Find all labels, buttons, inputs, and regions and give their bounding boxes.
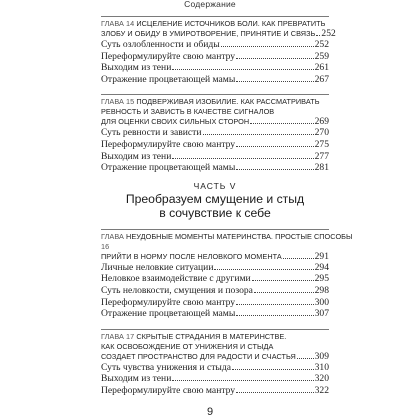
toc-entry-title: Суть чувства унижения и стыда [101, 361, 232, 373]
chapter-heading [101, 16, 336, 39]
toc-entry-title: Выходим из тени [101, 373, 172, 385]
toc-entry-page: 277 [314, 150, 329, 162]
chapter-title-text: ПРИЙТИ В НОРМУ ПОСЛЕ НЕЛОВКОГО МОМЕНТА [101, 251, 282, 261]
toc-entry [101, 127, 329, 139]
toc-entry [101, 362, 329, 374]
leader-dots [172, 158, 313, 159]
chapter-heading-line [101, 332, 329, 342]
chapter-label: ГЛАВА 15 [101, 97, 135, 107]
toc-entry-page: 310 [314, 361, 329, 373]
toc-entry-title: Переформулируйте свою мантру [101, 50, 236, 62]
leader-dots [283, 258, 314, 259]
chapters-after-part [101, 229, 353, 397]
page-number: 9 [206, 406, 214, 418]
chapter-title-text: НЕУДОБНЫЕ МОМЕНТЫ МАТЕРИНСТВА. ПРОСТЫЕ СПОСОБЫ [126, 231, 353, 241]
toc-entry-title: Отражение процветающей мамы [101, 162, 236, 174]
toc-entry-page: 322 [314, 384, 329, 396]
toc-entry-page: 261 [314, 62, 329, 74]
toc-entry-title: Отражение процветающей мамы [101, 73, 236, 85]
toc-entry-page: 307 [314, 308, 329, 320]
chapter-heading [101, 94, 329, 127]
toc-entry-title: Суть ревности и зависти [101, 127, 202, 139]
chapter-heading-line [101, 97, 329, 107]
leader-dots [316, 35, 320, 36]
leader-dots [214, 269, 313, 270]
toc-entry-title: Неловкое взаимодействие с другими [101, 273, 251, 285]
toc-content [101, 16, 353, 397]
toc-entry-page: 281 [314, 162, 329, 174]
toc-entry-title: Личные неловкие ситуации [101, 261, 214, 273]
leader-dots [250, 123, 313, 124]
toc-entry [101, 39, 329, 51]
leader-dots [172, 69, 313, 70]
toc-entry-title: Суть неловкости, смущения и позора [101, 284, 253, 296]
toc-entry-page: 294 [314, 261, 329, 273]
toc-entry-title: Отражение процветающей мамы [101, 308, 236, 320]
chapter-title-text: ЗЛОБУ И ОБИДУ В УМИРОТВОРЕНИЕ, ПРИНЯТИЕ И СВЯЗЬ [101, 29, 316, 38]
chapter-label: ГЛАВА 14 [101, 19, 135, 28]
leader-dots [203, 134, 314, 135]
toc-entry-title: Переформулируйте свою мантру [101, 296, 236, 308]
toc-entry [101, 297, 329, 309]
chapter-heading-line [101, 117, 329, 127]
toc-entry [101, 162, 329, 174]
chapter-page-number: 252 [321, 29, 336, 39]
toc-entry-title: Выходим из тени [101, 62, 172, 74]
leader-dots [236, 315, 313, 316]
toc-entry-page: 298 [314, 284, 329, 296]
toc-entry-title: Переформулируйте свою мантру [101, 138, 236, 150]
toc-entry [101, 74, 329, 86]
chapter-label: ГЛАВА 17 [101, 331, 135, 341]
toc-entry [101, 308, 329, 320]
leader-dots [236, 392, 314, 393]
toc-entry [101, 62, 329, 74]
chapter-heading-line [101, 19, 329, 29]
toc-chapter [101, 229, 353, 320]
leader-dots [236, 169, 313, 170]
chapter-page-number: 291 [314, 251, 329, 262]
leader-dots [236, 304, 314, 305]
toc-entry [101, 385, 329, 397]
chapter-title-text: КАК ОСВОБОЖДЕНИЕ ОТ УНИЖЕНИЯ И СТЫДА [101, 341, 274, 351]
leader-dots [254, 292, 314, 293]
chapter-page-number: 309 [314, 351, 329, 362]
toc-entry-page: 267 [314, 73, 329, 85]
toc-entry [101, 273, 329, 285]
chapter-heading-line [101, 231, 353, 252]
leader-dots [232, 369, 314, 370]
chapter-heading [101, 229, 353, 262]
toc-entry-page: 275 [314, 138, 329, 150]
chapter-title-text: СКРЫТЫЕ СТРАДАНИЯ В МАТЕРИНСТВЕ. [136, 331, 287, 341]
toc-entry [101, 262, 329, 274]
leader-dots [172, 380, 313, 381]
chapter-heading-line [101, 107, 329, 117]
leader-dots [297, 358, 314, 359]
chapters-before-part [101, 16, 336, 174]
chapter-label: ГЛАВА 16 [101, 231, 124, 251]
toc-entry [101, 151, 329, 163]
chapter-title-text: ПОДВЕРЖИВАЯ ИЗОБИЛИЕ. КАК РАССМАТРИВАТЬ [136, 97, 320, 107]
toc-entry-page: 270 [314, 127, 329, 139]
chapter-title-text: РЕВНОСТЬ И ЗАВИСТЬ В КАЧЕСТВЕ СИГНАЛОВ [101, 107, 275, 117]
leader-dots [236, 58, 314, 59]
toc-entry [101, 373, 329, 385]
toc-entry-title: Выходим из тени [101, 150, 172, 162]
leader-dots [236, 146, 314, 147]
part-title-line-1: Преобразуем смущение и стыд [125, 191, 305, 206]
leader-dots [236, 81, 313, 82]
chapter-page-number: 269 [314, 117, 329, 128]
chapter-title-text: ИСЦЕЛЕНИЕ ИСТОЧНИКОВ БОЛИ. КАК ПРЕВРАТИТЬ [136, 19, 326, 28]
part-title-line-2: в сочувствие к себе [159, 206, 271, 221]
toc-entry [101, 139, 329, 151]
part-heading [101, 180, 329, 221]
toc-chapter [101, 94, 329, 173]
toc-entry-page: 259 [314, 50, 329, 62]
leader-dots [252, 280, 314, 281]
toc-entry-page: 295 [314, 273, 329, 285]
toc-chapter [101, 329, 329, 397]
toc-entry [101, 285, 329, 297]
chapter-heading-line [101, 342, 329, 352]
toc-entry-title: Переформулируйте свою мантру [101, 384, 236, 396]
chapter-title-text: ДЛЯ ОЦЕНКИ СВОИХ СИЛЬНЫХ СТОРОН [101, 117, 250, 127]
toc-entry-title: Суть озлобленности и обиды [101, 39, 220, 50]
chapter-heading-line [101, 352, 329, 362]
toc-entry-page: 320 [314, 373, 329, 385]
part-label: ЧАСТЬ V [193, 180, 237, 191]
chapter-heading [101, 329, 329, 362]
toc-entry [101, 51, 329, 63]
toc-entry-page: 252 [314, 39, 329, 50]
chapter-heading-line [101, 29, 336, 39]
toc-entry-page: 300 [314, 296, 329, 308]
chapter-heading-line [101, 252, 329, 262]
toc-chapter [101, 16, 336, 85]
running-head: Содержание [184, 0, 236, 9]
chapter-title-text: СОЗДАЕТ ПРОСТРАНСТВО ДЛЯ РАДОСТИ И СЧАСТЬЯ [101, 351, 296, 361]
leader-dots [221, 46, 314, 47]
